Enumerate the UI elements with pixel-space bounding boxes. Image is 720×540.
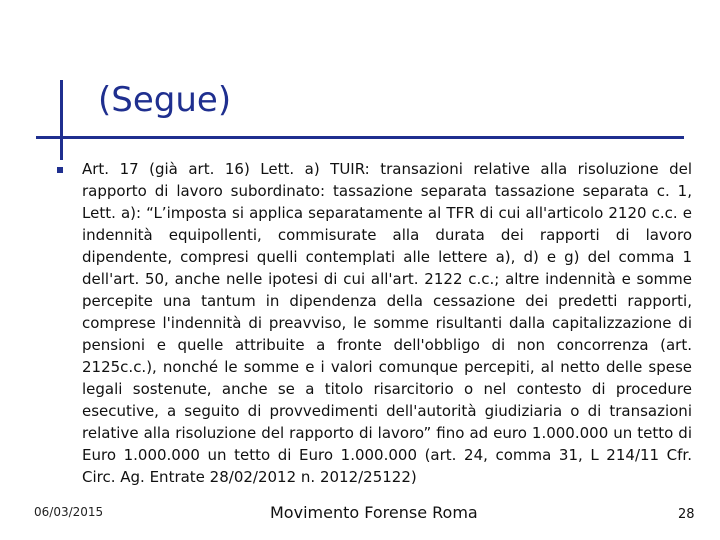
footer-organization: Movimento Forense Roma [270,503,478,522]
title-vertical-rule [60,80,63,160]
page-number: 28 [678,507,695,522]
footer-date: 06/03/2015 [34,505,104,519]
bullet-square-icon [57,167,63,173]
title-horizontal-rule [36,136,684,139]
slide-title: (Segue) [98,80,232,120]
bullet-text: Art. 17 (già art. 16) Lett. a) TUIR: transazioni relative alla risoluzione del rapporto di lavoro subordinato: tassazione separata tassazione separata c. 1, Lett. a): “L’imposta si applica separatamente al TFR di cui all'articolo 2120 c.c. e indennità equipollenti, commisurate alla durata dei rapporti di lavoro dipendente, compresi quelli contemplati alle lettere a), d) e g) del comma 1 dell'art. 50, anche nelle ipotesi di cui all'art. 2122 c.c.; altre indennità e somme percepite una tantum in dipendenza della cessazione dei predetti rapporti, comprese l'indennità di preavviso, le somme risultanti dalla capitalizzazione di pensioni e quelle attribuite a fronte dell'obbligo di non concorrenza (art. 2125c.c.), nonché le somme e i valori comunque percepiti, al netto delle spese legali sostenute, anche se a titolo risarcitorio o nel contesto di procedure esecutive, a seguito di provvedimenti dell'autorità giudiziaria o di transazioni relative alla risoluzione del rapporto di lavoro” fino ad euro 1.000.000 un tetto di Euro 1.000.000 un tetto di Euro 1.000.000 (art. 24, comma 31, L 214/11 Cfr. Circ. Ag. Entrate 28/02/2012 n. 2012/25122) [82,160,692,486]
